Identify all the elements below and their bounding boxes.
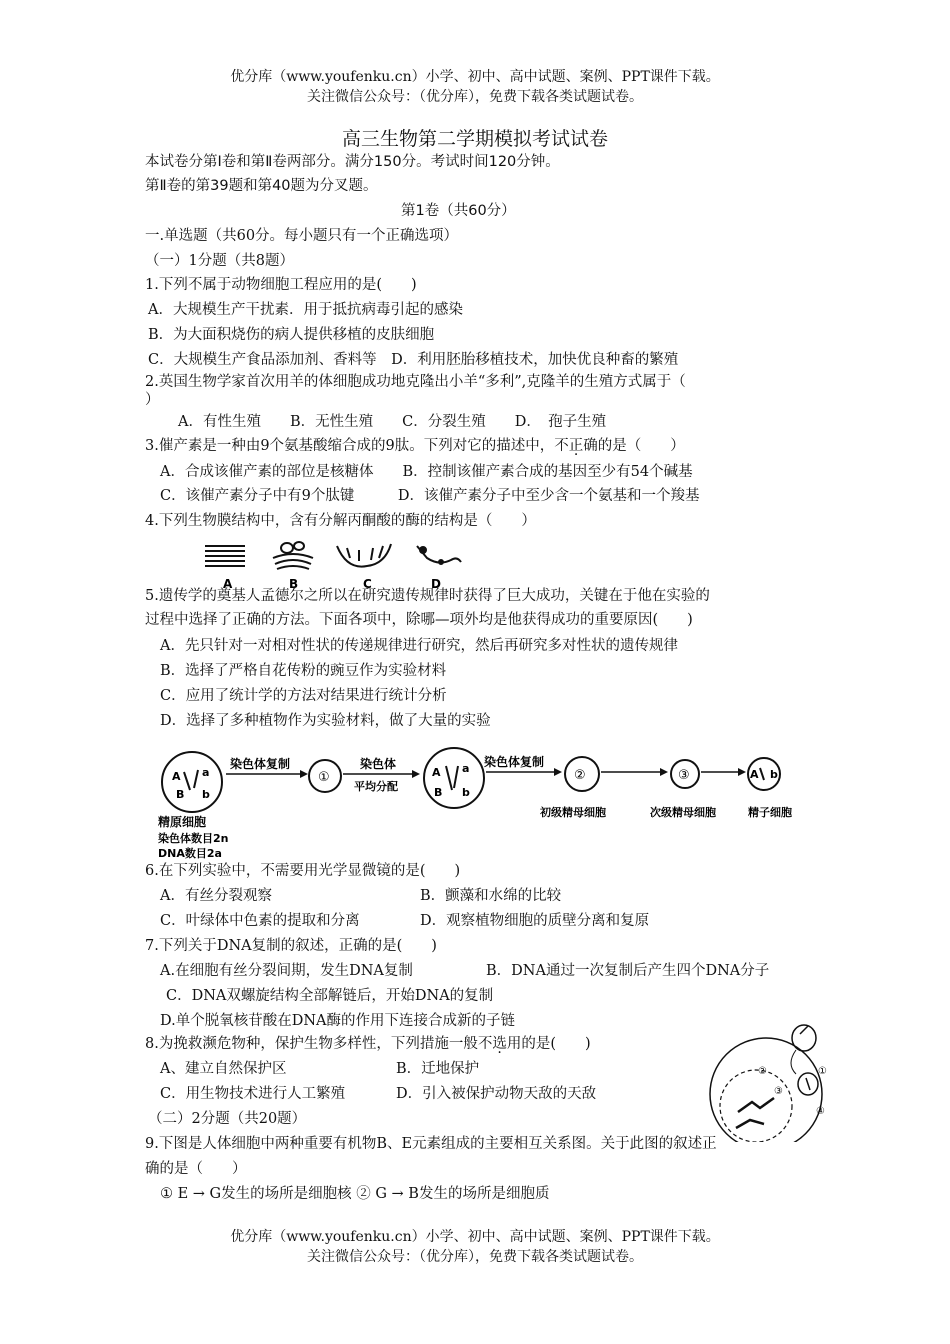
sperm-chromosome bbox=[760, 768, 764, 780]
q7-stem: 7.下列关于DNA复制的叙述，正确的是( ) bbox=[145, 938, 437, 954]
arrow-1-label: 染色体复制 bbox=[230, 757, 291, 771]
arrow-2-head bbox=[412, 770, 420, 778]
flow-arrow bbox=[791, 1050, 796, 1074]
q5-option-d: D．选择了多种植物作为实验材料，做了大量的实验 bbox=[160, 713, 491, 729]
dna-count: DNA数目2a bbox=[158, 847, 222, 860]
footer-line-2: 关注微信公众号：（优分库），免费下载各类试题试卷。 bbox=[307, 1249, 643, 1265]
q8-option-b: B．迁地保护 bbox=[396, 1061, 480, 1077]
q5-stem-1: 5.遗传学的奠基人孟德尔之所以在研究遗传规律时获得了巨大成功，关键在于他在实验的 bbox=[145, 588, 710, 604]
gene-label-a: a bbox=[202, 766, 210, 779]
spermatid-label: 精子细胞 bbox=[748, 806, 792, 819]
q6-option-a: A．有丝分裂观察 bbox=[160, 888, 272, 904]
q8-option-a: A、建立自然保护区 bbox=[160, 1061, 287, 1077]
membrane-a-stacked bbox=[205, 546, 245, 566]
q7-option-d: D.单个脱氧核苷酸在DNA酶的作用下连接合成新的子链 bbox=[160, 1013, 516, 1029]
q3-emphasis: 不正确 bbox=[554, 438, 598, 454]
q1-option-a: A．大规模生产干扰素．用于抵抗病毒引起的感染 bbox=[148, 302, 463, 318]
q2-stem: 2.英国生物学家首次用羊的体细胞成功地克隆出小羊“多利”,克隆羊的生殖方式属于（ bbox=[145, 374, 686, 390]
q5-stem-2: 过程中选择了正确的方法。下面各项中，除哪—项外均是他获得成功的重要原因( ) bbox=[145, 612, 693, 628]
intro-line-2: 第Ⅱ卷的第39题和第40题为分叉题。 bbox=[145, 178, 378, 194]
footer-line-1: 优分库（www.youfenku.cn）小学、初中、高中试题、案例、PPT课件下载。 bbox=[230, 1229, 720, 1245]
q3-options-cd: C．该催产素分子中有9个肽键 D．该催产素分子中至少含一个氨基和一个羧基 bbox=[160, 488, 700, 504]
q1-option-b: B．为大面积烧伤的病人提供移植的皮肤细胞 bbox=[148, 327, 435, 343]
small-cell-top bbox=[792, 1025, 816, 1051]
membrane-label-c: C bbox=[363, 577, 372, 591]
q8-stem-post: 的是( ) bbox=[521, 1036, 591, 1052]
cell-1-label: ① bbox=[318, 770, 330, 785]
arrow-1-head bbox=[300, 770, 308, 778]
q8-stem bbox=[145, 1034, 591, 1054]
q6-option-b: B．颤藻和水绵的比较 bbox=[420, 888, 562, 904]
q2-stem-end: ） bbox=[145, 392, 160, 408]
dna-strand bbox=[738, 1098, 774, 1112]
gene-label-B-2: B bbox=[434, 786, 443, 799]
intro-line-1: 本试卷分第Ⅰ卷和第Ⅱ卷两部分。满分150分。考试时间120分钟。 bbox=[145, 154, 560, 170]
diagram-label-4: ④ bbox=[816, 1106, 825, 1117]
arrow-3-label: 染色体复制 bbox=[484, 755, 545, 769]
diagram-label-3: ③ bbox=[774, 1086, 783, 1097]
q7-option-a: A.在细胞有丝分裂间期，发生DNA复制 bbox=[160, 963, 413, 979]
header-line-1: 优分库（www.youfenku.cn）小学、初中、高中试题、案例、PPT课件下载。 bbox=[230, 69, 720, 85]
q1-stem: 1.下列不属于动物细胞工程应用的是( ) bbox=[145, 277, 417, 293]
q4-membrane-figure bbox=[195, 536, 475, 592]
header-line-2: 关注微信公众号：（优分库），免费下载各类试题试卷。 bbox=[307, 89, 643, 105]
sperm-gene-A: A bbox=[750, 768, 759, 781]
chromosome-count: 染色体数目2n bbox=[158, 832, 229, 845]
q5-option-c: C．应用了统计学的方法对结果进行统计分析 bbox=[160, 688, 447, 704]
q3-stem-pre: 3.催产素是一种由9个氨基酸缩合成的9肽。下列对它的描述中， bbox=[145, 438, 555, 454]
gene-label-b-2: b bbox=[462, 786, 470, 799]
cell-2-label: ② bbox=[574, 768, 586, 783]
cell-division-diagram bbox=[700, 1014, 832, 1142]
section-heading: 一.单选题（共60分。每小题只有一个正确选项） bbox=[145, 228, 459, 244]
q3-options-ab: A．合成该催产素的部位是核糖体 B．控制该催产素合成的基因至少有54个碱基 bbox=[160, 464, 693, 480]
arrow-2-label-bottom: 平均分配 bbox=[354, 780, 398, 793]
cell-outer-membrane bbox=[710, 1038, 822, 1142]
q2-options: A．有性生殖 B．无性生殖 C．分裂生殖 D． 孢子生殖 bbox=[178, 414, 607, 430]
dna-strand-2 bbox=[736, 1120, 764, 1128]
arrow-2-label-top: 染色体 bbox=[360, 757, 397, 771]
q4-stem: 4.下列生物膜结构中，含有分解丙酮酸的酶的结构是（ ） bbox=[145, 513, 536, 529]
gene-label-a-2: a bbox=[462, 762, 470, 775]
q9-stem-2: 确的是（ ） bbox=[145, 1161, 247, 1177]
small-cell-right-mark bbox=[806, 1078, 810, 1090]
q8-emphasis: 不选用 bbox=[477, 1036, 522, 1052]
q6-option-c: C．叶绿体中色素的提取和分离 bbox=[160, 913, 360, 929]
q1-option-cd: C．大规模生产食品添加剂、香料等 D．利用胚胎移植技术，加快优良种畜的繁殖 bbox=[148, 352, 679, 368]
gene-label-A: A bbox=[172, 770, 181, 783]
q8-stem-pre: 8.为挽救濒危物种，保护生物多样性，下列措施一般 bbox=[145, 1036, 478, 1052]
cell-3-label: ③ bbox=[678, 768, 690, 783]
q7-option-c: C．DNA双螺旋结构全部解链后，开始DNA的复制 bbox=[166, 988, 494, 1004]
spermatogonium-cell bbox=[162, 752, 222, 812]
diagram-label-1: ① bbox=[818, 1066, 827, 1077]
spermatogonium-label: 精原细胞 bbox=[158, 815, 207, 829]
membrane-label-d: D bbox=[431, 577, 441, 591]
meiosis-diagram bbox=[150, 742, 810, 860]
q6-stem: 6.在下列实验中，不需要用光学显微镜的是( ) bbox=[145, 863, 461, 879]
gene-label-B: B bbox=[176, 788, 185, 801]
q8-option-c: C．用生物技术进行人工繁殖 bbox=[160, 1086, 346, 1102]
q6-option-d: D．观察植物细胞的质壁分离和复原 bbox=[420, 913, 650, 929]
q8-option-d: D．引入被保护动物天敌的天敌 bbox=[396, 1086, 597, 1102]
arrow-3-head bbox=[554, 768, 562, 776]
chromosome-pair bbox=[184, 770, 198, 790]
subsection-1: （一）1分题（共8题） bbox=[145, 253, 294, 269]
secondary-spermatocyte-label: 次级精母细胞 bbox=[650, 806, 716, 819]
q5-option-b: B．选择了严格自花传粉的豌豆作为实验材料 bbox=[160, 663, 447, 679]
q3-stem-post: 的是（ ） bbox=[597, 438, 685, 454]
gene-label-b: b bbox=[202, 788, 210, 801]
chromosome-pair-2 bbox=[446, 766, 458, 790]
sperm-gene-b: b bbox=[770, 768, 778, 781]
membrane-label-a: A bbox=[223, 577, 233, 591]
small-cell-top-mark bbox=[800, 1026, 808, 1034]
q7-option-b: B．DNA通过一次复制后产生四个DNA分子 bbox=[486, 963, 770, 979]
arrow-4-head bbox=[660, 768, 668, 776]
membrane-c-mitochondria bbox=[337, 544, 391, 567]
membrane-label-b: B bbox=[289, 577, 299, 591]
q9-stem-1: 9.下图是人体细胞中两种重要有机物B、E元素组成的主要相互关系图。关于此图的叙述正 bbox=[145, 1136, 717, 1152]
membrane-b-golgi bbox=[273, 542, 313, 569]
exam-title: 高三生物第二学期模拟考试试卷 bbox=[341, 128, 608, 150]
primary-spermatocyte-label: 初级精母细胞 bbox=[540, 806, 606, 819]
part-heading: 第1卷（共60分） bbox=[401, 203, 516, 219]
gene-label-A-2: A bbox=[432, 766, 441, 779]
subsection-2: （二）2分题（共20题） bbox=[148, 1111, 307, 1127]
membrane-d-er bbox=[417, 546, 461, 564]
arrow-5-head bbox=[738, 768, 746, 776]
q9-options: ① E → G发生的场所是细胞核 ② G → B发生的场所是细胞质 bbox=[160, 1186, 550, 1202]
q3-stem bbox=[145, 436, 685, 456]
diagram-label-2: ② bbox=[758, 1066, 767, 1077]
q5-option-a: A．先只针对一对相对性状的传递规律进行研究，然后再研究多对性状的遗传规律 bbox=[160, 638, 678, 654]
